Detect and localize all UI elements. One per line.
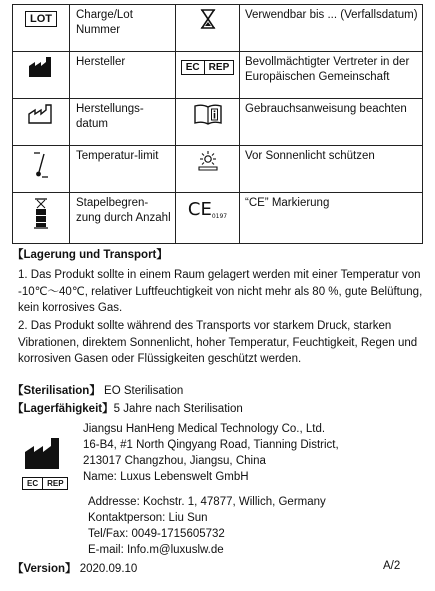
storage-paragraph-2: 2. Das Produkt sollte während des Transports vor starkem Druck, starken Vibrationen, direktem Sonnenlicht, hoher Temperatur, Feuchtigkeit, Regen und korrosiven Gasen oder Flüssigkeiten geschützt werden. (18, 320, 418, 365)
lot-icon: LOT (25, 11, 57, 27)
version-line: 【Version】 2020.09.10 (12, 563, 138, 575)
symbol-description: Temperatur-limit (70, 146, 176, 193)
symbol-description: Charge/Lot Nummer (70, 5, 176, 52)
storage-paragraph-1: 1. Das Produkt sollte in einem Raum gelagert werden mit einer Temperatur von -10℃～40℃, relativer Luftfeuchtigkeit von nicht mehr als 80 %, gute Belüftung, kein korrosives Gas. (18, 269, 423, 314)
symbol-description: “CE” Markierung (240, 193, 423, 244)
temperature-limit-icon (30, 150, 52, 180)
ce-mark-icon: CE0197 (187, 199, 228, 220)
table-row (13, 52, 423, 99)
manufacturer-icon (22, 436, 72, 470)
table-row (13, 193, 423, 244)
page-number: A/2 (383, 560, 401, 572)
symbol-description: Stapelbegren-zung durch Anzahl (70, 193, 176, 244)
manufacturer-ec-rep-icon (22, 436, 72, 490)
representative-address: Addresse: Kochstr. 1, 47877, Willich, Germany Kontaktperson: Liu Sun Tel/Fax: 0049-1715605732 E-mail: Info.m@luxuslw.de (88, 496, 326, 556)
symbol-description: Verwendbar bis ... (Verfallsdatum) (240, 5, 423, 52)
table-row (13, 146, 423, 193)
keep-away-sunlight-icon (196, 150, 220, 172)
symbol-cell (176, 99, 240, 146)
symbol-cell (176, 146, 240, 193)
symbol-cell (176, 193, 240, 244)
symbol-description: Bevollmächtigter Vertreter in der Europäischen Gemeinschaft (240, 52, 423, 99)
storage-heading: 【Lagerung und Transport】 (12, 249, 168, 261)
symbol-cell (13, 193, 70, 244)
sterilisation-line: 【Sterilisation】 EO Sterilisation (12, 385, 184, 397)
symbol-description: Gebrauchsanweisung beachten (240, 99, 423, 146)
symbol-description: Herstellungs-datum (70, 99, 176, 146)
symbol-description: Hersteller (70, 52, 176, 99)
ec-rep-icon: EC REP (181, 60, 234, 75)
symbol-cell (13, 5, 70, 52)
manufacturer-address: Jiangsu HanHeng Medical Technology Co., Ltd. 16-B4, #1 North Qingyang Road, Tianning District, 213017 Changzhou, Jiangsu, China Name: Luxus Lebenswelt GmbH (83, 423, 339, 483)
table-row (13, 5, 423, 52)
hourglass-icon (200, 9, 216, 29)
symbol-description: Vor Sonnenlicht schützen (240, 146, 423, 193)
symbol-legend-table (12, 4, 423, 244)
symbol-cell (13, 52, 70, 99)
symbol-cell (13, 146, 70, 193)
manufacturer-icon (28, 56, 54, 78)
table-row (13, 99, 423, 146)
manufacture-date-icon (27, 103, 55, 125)
shelf-life-line: 【Lagerfähigkeit】5 Jahre nach Sterilisation (12, 403, 243, 415)
symbol-cell (176, 52, 240, 99)
symbol-cell (13, 99, 70, 146)
stacking-limit-icon (32, 197, 50, 229)
symbol-cell (176, 5, 240, 52)
instructions-book-icon (193, 103, 223, 125)
ec-rep-icon: EC REP (22, 477, 68, 490)
